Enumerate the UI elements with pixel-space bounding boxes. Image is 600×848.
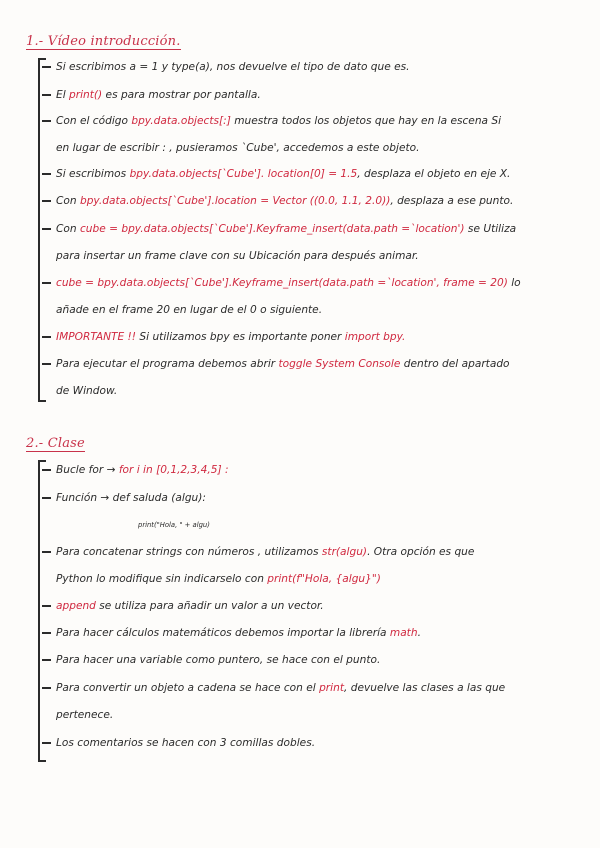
bullet-dash <box>42 173 51 175</box>
note-line: Si escribimos a = 1 y type(a), nos devuelve el tipo de dato que es. <box>56 60 596 74</box>
note-line: Con el código bpy.data.objects[:] muestra todos los objetos que hay en la escena Si <box>56 114 596 128</box>
note-line-continued: añade en el frame 20 en lugar de el 0 o siguiente. <box>56 304 323 316</box>
note-line: Si escribimos bpy.data.objects[`Cube']. location[0] = 1.5, desplaza el objeto en eje X. <box>56 167 596 181</box>
note-line: cube = bpy.data.objects[`Cube'].Keyframe_insert(data.path =`location', frame = 20) lo <box>56 276 596 290</box>
section-1-title: 1.- Vídeo introducción. <box>26 34 181 49</box>
bullet-dash <box>42 336 51 338</box>
bullet-dash <box>42 497 51 499</box>
bullet-dash <box>42 200 51 202</box>
bullet-dash <box>42 659 51 661</box>
bullet-dash <box>42 282 51 284</box>
note-line: Para convertir un objeto a cadena se hace con el print, devuelve las clases a las que <box>56 681 596 695</box>
note-line: Para concatenar strings con números , utilizamos str(algu). Otra opción es que <box>56 545 596 559</box>
section-2-bracket <box>38 460 50 762</box>
note-line-code: print("Hola, " + algu) <box>138 521 210 529</box>
bullet-dash <box>42 66 51 68</box>
note-line: Con bpy.data.objects[`Cube'].location = Vector ((0.0, 1.1, 2.0)), desplaza a ese punto. <box>56 194 596 208</box>
note-line-continued: en lugar de escribir : , pusieramos `Cube', accedemos a este objeto. <box>56 142 420 154</box>
note-line: Para hacer cálculos matemáticos debemos importar la librería math. <box>56 626 596 640</box>
bullet-dash <box>42 228 51 230</box>
note-line: Para ejecutar el programa debemos abrir toggle System Console dentro del apartado <box>56 357 596 371</box>
note-line: Para hacer una variable como puntero, se hace con el punto. <box>56 653 596 667</box>
note-line-continued: para insertar un frame clave con su Ubicación para después animar. <box>56 250 419 262</box>
note-line-continued: de Window. <box>56 385 118 397</box>
note-line: Bucle for → for i in [0,1,2,3,4,5] : <box>56 463 596 477</box>
bullet-dash <box>42 469 51 471</box>
note-line: append se utiliza para añadir un valor a un vector. <box>56 599 596 613</box>
note-line-continued: Python lo modifique sin indicarselo con print(f"Hola, {algu}") <box>56 573 381 585</box>
bullet-dash <box>42 551 51 553</box>
section-2-title: 2.- Clase <box>26 436 85 451</box>
note-line: Función → def saluda (algu): <box>56 491 596 505</box>
bullet-dash <box>42 605 51 607</box>
bullet-dash <box>42 687 51 689</box>
bullet-dash <box>42 363 51 365</box>
section-1-bracket <box>38 58 50 402</box>
bullet-dash <box>42 120 51 122</box>
note-line: IMPORTANTE !! Si utilizamos bpy es importante poner import bpy. <box>56 330 596 344</box>
bullet-dash <box>42 94 51 96</box>
note-line: El print() es para mostrar por pantalla. <box>56 88 596 102</box>
note-line: Con cube = bpy.data.objects[`Cube'].Keyframe_insert(data.path =`location') se Utiliza <box>56 222 596 236</box>
bullet-dash <box>42 742 51 744</box>
note-line: Los comentarios se hacen con 3 comillas dobles. <box>56 736 596 750</box>
bullet-dash <box>42 632 51 634</box>
note-line-continued: pertenece. <box>56 709 114 721</box>
